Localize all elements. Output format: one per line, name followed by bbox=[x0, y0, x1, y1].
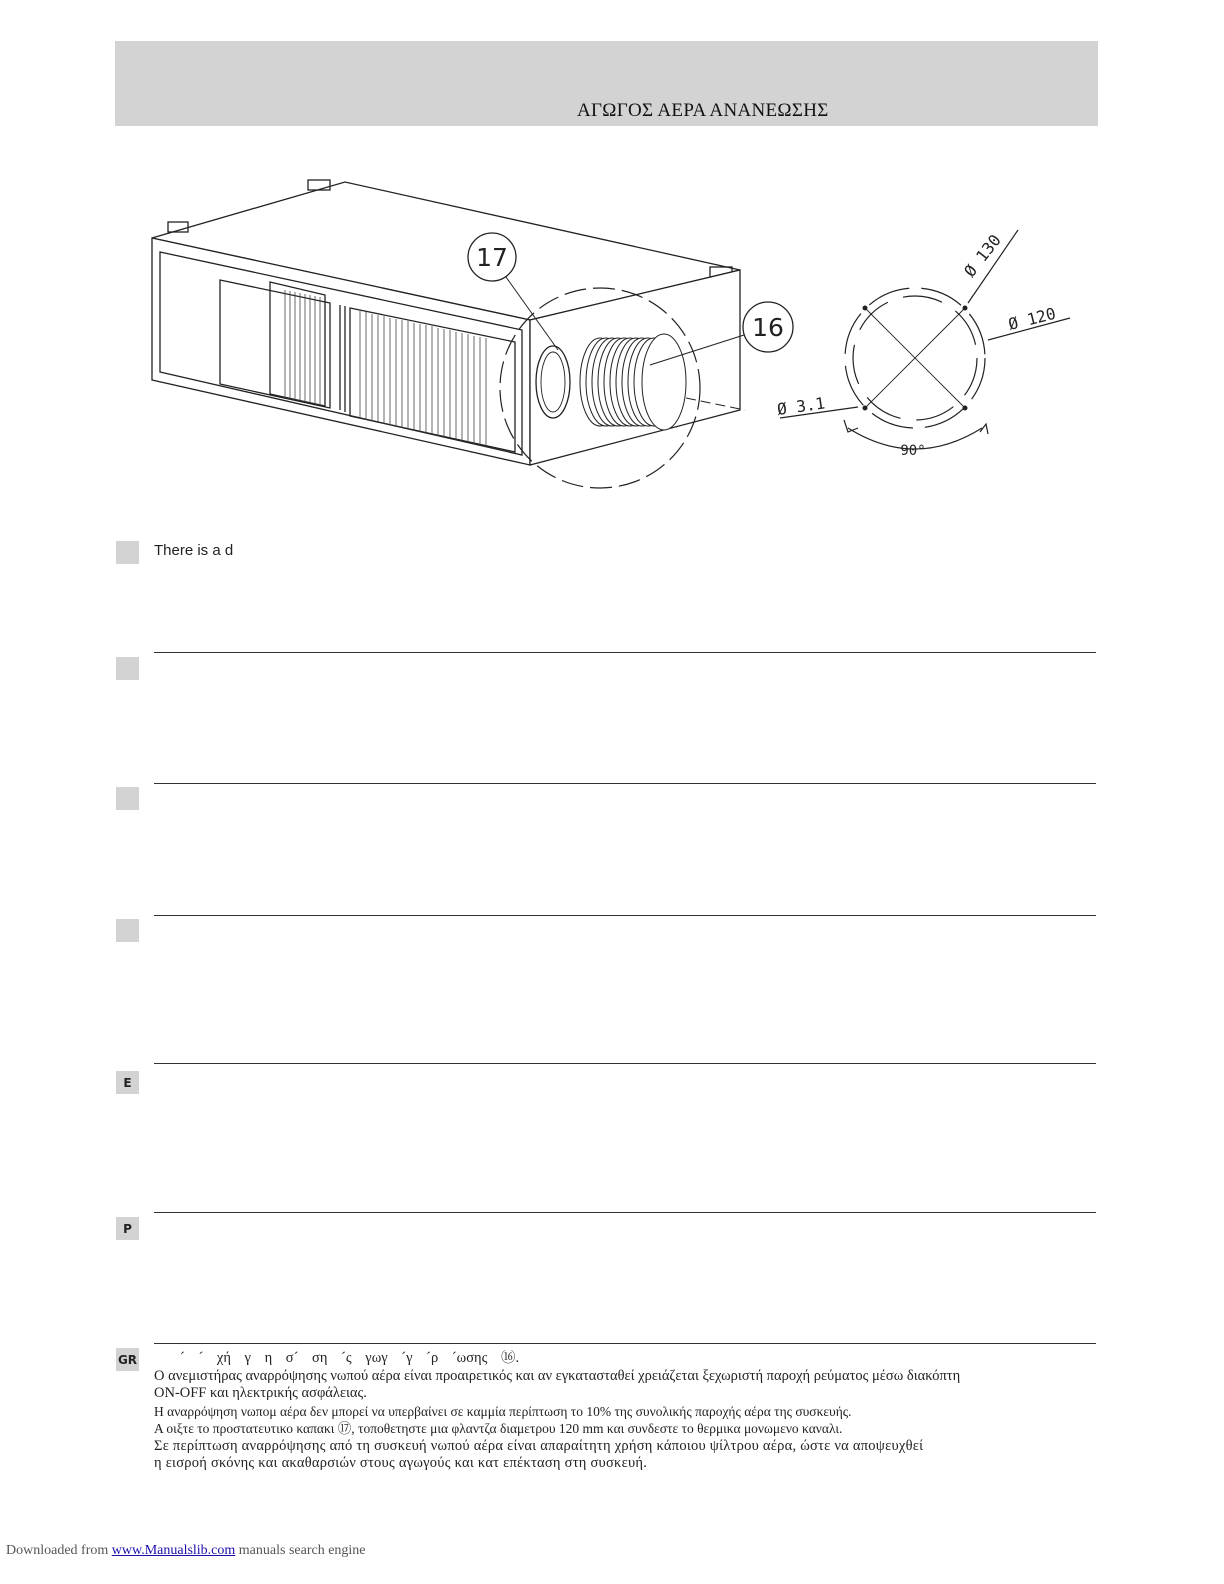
section-marker-gr: GR bbox=[116, 1348, 139, 1371]
section-marker-e: E bbox=[116, 1071, 139, 1094]
greek-line-4: Η αναρρόψηση νωπομ αέρα δεν μπορεί να υπερβαίνει σε καμμία περίπτωση το 10% της συνολικής παροχής αέρα της συσκευής. bbox=[154, 1403, 852, 1419]
greek-line-5: Α οιξτε το προστατευτικο καπακι ⑰, τοποθετηστε μια φλαντζα διαμετρου 120 mm και συνδεστε το θερμικα μονωμενο καναλι. bbox=[154, 1421, 843, 1436]
section-divider bbox=[154, 1212, 1096, 1213]
callout-16: 16 bbox=[752, 313, 784, 342]
dimension-3-1: Ø 3.1 bbox=[775, 393, 827, 419]
section-marker-3 bbox=[116, 787, 139, 810]
section-marker-p: P bbox=[116, 1217, 139, 1240]
greek-line-3: ON-OFF και ηλεκτρικής ασφάλειας. bbox=[154, 1385, 367, 1401]
manualslib-link[interactable]: www.Manualslib.com bbox=[111, 1543, 236, 1558]
section-divider bbox=[154, 1063, 1096, 1064]
section-divider bbox=[154, 652, 1096, 653]
english-text: There is a d bbox=[154, 542, 234, 559]
greek-line-1: ´ ´ χή γ η σ´ ση ´ς γωγ ´γ ´ρ ´ωσης ⑯. bbox=[180, 1350, 520, 1366]
section-divider bbox=[154, 915, 1096, 916]
section-marker-4 bbox=[116, 919, 139, 942]
dimension-130: Ø 130 bbox=[960, 230, 1005, 281]
section-marker-en bbox=[116, 541, 139, 564]
page-title: ΑΓΩΓΟΣ ΑΕΡΑ ΑΝΑΝΕΩΣΗΣ bbox=[577, 100, 829, 121]
footer-suffix: manuals search engine bbox=[238, 1543, 366, 1558]
section-divider bbox=[154, 1343, 1096, 1344]
dimension-120: Ø 120 bbox=[1006, 303, 1058, 334]
greek-line-2: Ο ανεμιστήρας αναρρόψησης νωπού αέρα είναι προαιρετικός και αν εγκατασταθεί χρειάζεται ξεχωριστή παροχή ρεύματος μέσω διακόπτη bbox=[154, 1367, 961, 1384]
greek-text-block bbox=[154, 1350, 1096, 1473]
greek-line-7: η εισροή σκόνης και ακαθαρσιών στους αγωγούς και κατ επέκταση στη συσκευή. bbox=[154, 1455, 648, 1471]
section-marker-2 bbox=[116, 657, 139, 680]
footer bbox=[6, 1543, 366, 1559]
greek-line-6: Σε περίπτωση αναρρόψησης από τη συσκευή νωπού αέρα είναι απαραίτητη χρήση κάποιου ψίλτρου αέρα, ώστε να αποψευχθεί bbox=[154, 1437, 924, 1454]
footer-prefix: Downloaded from bbox=[6, 1543, 109, 1558]
dimension-90-degrees: 90° bbox=[900, 443, 926, 459]
callout-17: 17 bbox=[476, 243, 508, 272]
installation-diagram bbox=[130, 170, 1090, 510]
section-divider bbox=[154, 783, 1096, 784]
